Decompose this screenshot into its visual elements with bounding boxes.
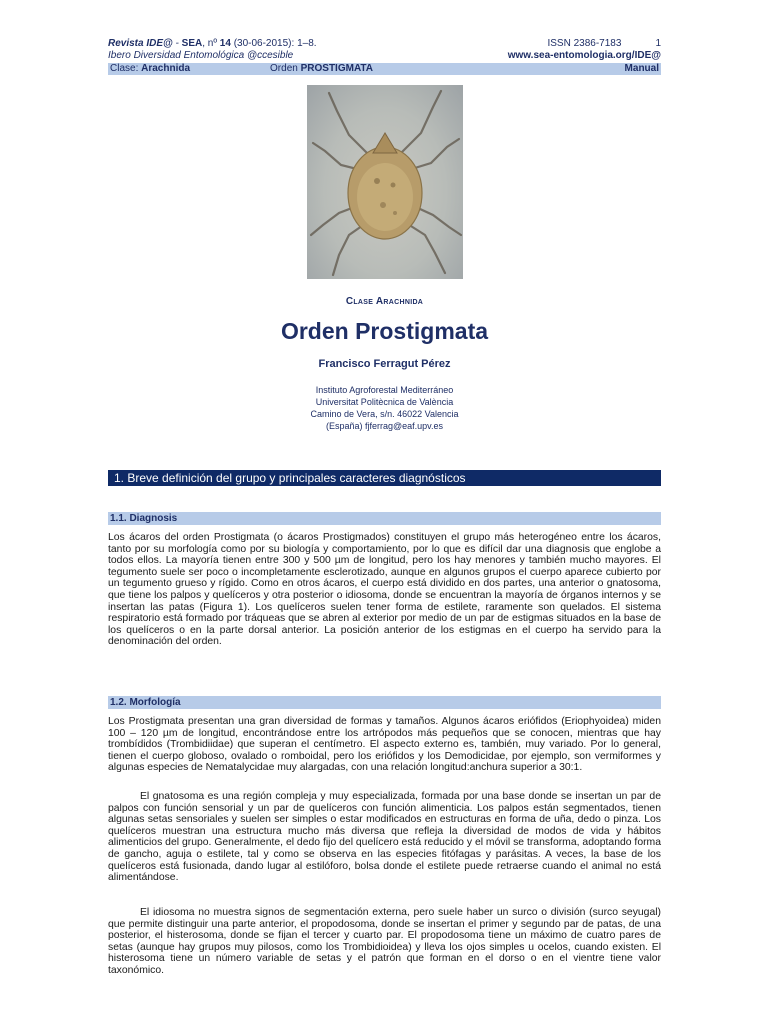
header-row-1 — [108, 38, 661, 50]
section-heading: 1. Breve definición del grupo y principales caracteres diagnósticos — [108, 470, 661, 486]
issn: ISSN 2386-7183 — [547, 38, 622, 49]
diagnosis-paragraph: Los ácaros del orden Prostigmata (o ácaros Prostigmados) constituyen el grupo más heterogéneo entre los ácaros, tanto por su morfología como por su biología y comportamiento, por lo que es difícil dar una diagnosis que englobe a todos ellos. La mayoría tienen entre 300 y 500 µm de longitud, pero los hay menores y también mucho mayores. El tegumento suele ser poco o incompletamente esclerotizado, aunque en algunos grupos el cuerpo aparece cubierto por un tegumento grueso y rígido. Como en otros ácaros, el cuerpo está dividido en dos partes, una anterior o gnatosoma, que tiene los palpos y quelíceros y otra posterior o idiosoma, donde se encuentran la mayoría de órganos internos y se insertan las patas (Figura 1). Los quelíceros suelen tener forma de estilete, raramente son quelados. El sistema respiratorio está formado por tráqueas que se abren al exterior por medio de un par de estigmas situados en la base de los quelíceros o en la parte dorsal anterior. La posición anterior de los estigmas en el cuerpo ha servido para la denominación del orden. — [108, 532, 661, 648]
affiliation-line: Camino de Vera, s/n. 46022 Valencia — [310, 409, 459, 419]
author-name: Francisco Ferragut Pérez — [318, 358, 451, 370]
mite-illustration — [307, 85, 463, 279]
class-field: Clase: Arachnida — [110, 63, 191, 74]
gnathosoma — [373, 133, 397, 153]
journal-subtitle: Ibero Diversidad Entomológica @ccesible — [108, 50, 294, 61]
class-line: Clase Arachnida — [345, 296, 424, 307]
morphology-paragraph-2: El gnatosoma es una región compleja y muy especializada, formada por una base donde se insertan un par de palpos con función sensorial y un par de quelíceros con función alimenticia. Los palpos están segmentados, tienen algunas setas sensoriales y suelen ser simples o estar modificados en estructuras en forma de uña, dedo o pinza. Los quelíceros muestran una estructura mucho más diversa que refleja la diversidad de modos de vida y hábitos alimenticios del grupo. Generalmente, el dedo fijo del quelícero está reducido y el móvil se transforma, adoptando forma de gancho, aguja o estilete, tal y como se observa en las especies fitófagas y parásitas. A veces, la base de los quelíceros está fusionada, dando lugar al estilóforo, bolsa donde el estilete puede retraerse cuando el animal no está alimentándose. — [108, 791, 661, 884]
page-number: 1 — [655, 38, 661, 49]
article-title: Orden Prostigmata — [280, 318, 489, 344]
affiliation — [108, 384, 661, 432]
order-field: Orden PROSTIGMATA — [270, 63, 374, 74]
page — [108, 38, 661, 976]
classification-bar — [108, 63, 661, 75]
website-link[interactable]: www.sea-entomologia.org/IDE@ — [507, 50, 661, 61]
subsection-heading-morphology: 1.2. Morfología — [108, 696, 661, 709]
affiliation-line: Instituto Agroforestal Mediterráneo — [315, 385, 454, 395]
mite-photograph — [307, 85, 463, 279]
header-right — [547, 38, 661, 50]
sea-label: SEA — [181, 38, 203, 49]
article-type: Manual — [624, 63, 659, 74]
citation: Revista IDE@ - SEA, nº 14 (30-06-2015): 1–8. — [108, 38, 317, 49]
morphology-paragraph-3: El idiosoma no muestra signos de segmentación externa, pero suele haber un surco o división (surco seyugal) que permite distinguir una parte anterior, el propodosoma, donde se insertan el primer y segundo par de patas, de una posterior, el histerosoma, donde se fijan el tercer y cuarto par. El propodosoma tiene un máximo de cuatro pares de setas (aunque hay grupos muy pilosos, como los Trombidioidea) y lleva los ojos simples u ocelos, cuando existen. El histerosoma tiene un número variable de setas y el patrón que forman en el dorso o en el vientre tiene valor taxonómico. — [108, 907, 661, 976]
affiliation-line: Universitat Politècnica de València — [315, 397, 454, 407]
issue-number: 14 — [219, 38, 231, 49]
journal-name: Revista IDE@ — [108, 38, 173, 49]
subsection-heading-diagnosis: 1.1. Diagnosis — [108, 512, 661, 525]
affiliation-line: (España) fjferrag@eaf.upv.es — [325, 421, 444, 431]
header-row-2 — [108, 50, 661, 62]
morphology-paragraph-1: Los Prostigmata presentan una gran diversidad de formas y tamaños. Algunos ácaros eriófidos (Eriophyoidea) miden 100 – 120 µm de longitud, encontrándose entre los artrópodos más pequeños que se conocen, mientras que hay trombídidos (Trombidiidae) que superan el centímetro. El aspecto externo es, también, muy variado. Por lo general, tienen el cuerpo globoso, ovalado o romboidal, pero los eriófidos y los Demodicidae, por ejemplo, son vermiformes y algunas especies de Nematalycidae muy alargadas, con una relación longitud:anchura superior a 30:1. — [108, 716, 661, 774]
